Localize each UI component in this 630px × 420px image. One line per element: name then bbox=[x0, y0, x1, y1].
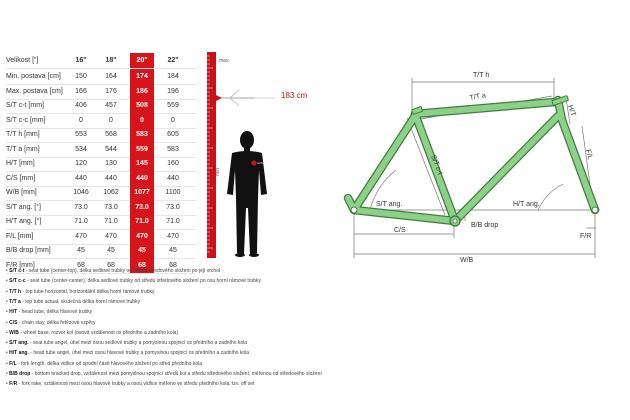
table-cell: 0 bbox=[171, 116, 175, 124]
table-cell: 45 bbox=[77, 247, 85, 254]
legend-abbr: F/L bbox=[9, 360, 17, 367]
row-label: H/T ang. [°] bbox=[6, 218, 42, 225]
frame-geometry-diagram bbox=[330, 58, 625, 263]
table-cell: 184 bbox=[167, 73, 179, 80]
table-cell: 406 bbox=[75, 102, 87, 109]
table-cell: 73.0 bbox=[74, 203, 88, 211]
legend-abbr: S/T c-t bbox=[9, 268, 25, 274]
seat-stay bbox=[354, 116, 415, 210]
size-22-header: 22" bbox=[167, 57, 179, 64]
legend-item: • C/S - chain stay, délka řetězové vzpěry bbox=[6, 319, 96, 326]
table-cell: 196 bbox=[167, 87, 179, 95]
rider-figure bbox=[195, 48, 310, 263]
legend-item: • W/B - wheel base, rozvor kol (osová vzdálenost os předního a zadního kola) bbox=[6, 329, 179, 336]
height-ruler bbox=[207, 52, 229, 258]
table-cell: 470 bbox=[105, 232, 117, 240]
ruler-max-label: max bbox=[219, 58, 229, 64]
legend-abbr: F/R bbox=[9, 381, 18, 388]
table-cell: 583 bbox=[167, 145, 179, 153]
table-cell: 71.0 bbox=[130, 214, 154, 229]
table-cell: 166 bbox=[75, 87, 87, 95]
legend-item: • T/T h - top tube horizontal, horizontální délka horní rámové trubky bbox=[6, 288, 155, 295]
size-20-header: 20" bbox=[130, 53, 154, 68]
table-cell: 568 bbox=[105, 131, 117, 138]
table-cell: 73.0 bbox=[104, 203, 118, 211]
table-cell: 120 bbox=[75, 160, 87, 167]
stct-label: S/T c-t bbox=[429, 154, 444, 176]
table-cell: 508 bbox=[130, 98, 154, 113]
table-cell: 68 bbox=[107, 261, 115, 269]
table-cell: 68 bbox=[169, 261, 177, 269]
cs-label: C/S bbox=[394, 227, 406, 234]
rider-silhouette bbox=[227, 131, 268, 257]
bbdrop-label: B/B drop bbox=[471, 222, 499, 229]
table-cell: 440 bbox=[167, 174, 179, 182]
table-cell: 45 bbox=[169, 247, 177, 254]
table-cell: 440 bbox=[130, 171, 154, 186]
row-label: F/L [mm] bbox=[6, 232, 34, 240]
table-cell: 440 bbox=[75, 174, 87, 182]
ht-label: H/T bbox=[566, 104, 577, 118]
legend-item: • H/T ang. - head tube angel, úhel mezi osou hlavové trubky a pomyslnou spojnicí os předního a zadního kola bbox=[6, 350, 250, 357]
ht-angle-label: H/T ang. bbox=[513, 201, 540, 208]
legend-item: • H/T - head tube, délka hlavové trubky bbox=[6, 309, 93, 316]
row-label: S/T c-c [mm] bbox=[6, 116, 46, 124]
legend-item: • F/R - fork rake, vzdálenost mezi osou hlavové trubky a osou vidlice měřeno ve středu předního kola, tzv. off set bbox=[6, 381, 255, 388]
legend-text: - fork length, délka vidlice od spodní části hlavového složení po střed předního kola bbox=[16, 360, 203, 367]
legend-text: - fork rake, vzdálenost mezi osou hlavové trubky a osou vidlice měřeno ve středu předního kola, tzv. off set bbox=[17, 381, 255, 388]
legend-item: • S/T c-t - seat tube (center-top), délka sedlové trubky od středu středového složení po její vrchol bbox=[6, 268, 221, 274]
legend-text: - seat tube (center-center), délka sedlové trubky od středu středového složení po osu horní rámové trubky bbox=[25, 278, 261, 285]
table-header-row bbox=[6, 53, 196, 69]
row-label: W/B [mm] bbox=[6, 189, 37, 196]
table-cell: 45 bbox=[130, 243, 154, 258]
tta-label: T/T a bbox=[469, 92, 487, 102]
table-cell: 1046 bbox=[73, 189, 89, 196]
down-tube bbox=[455, 116, 558, 221]
table-cell: 1062 bbox=[103, 189, 119, 196]
legend-text: - seat tube (center-top), délka sedlové trubky od středu středového složení po její vrchol bbox=[24, 268, 221, 274]
table-cell: 68 bbox=[130, 258, 154, 273]
table-cell: 71.0 bbox=[74, 218, 88, 225]
fl-label: F/L bbox=[584, 148, 594, 161]
wb-label: W/B bbox=[460, 257, 474, 263]
fr-label: F/R bbox=[580, 233, 592, 240]
row-label: Min. postava [cm] bbox=[6, 73, 61, 80]
rider-height-label: 183 cm bbox=[281, 91, 308, 100]
row-label: T/T a [mm] bbox=[6, 145, 40, 153]
legend-text: - head tube angel, úhel mezi osou hlavové trubky a pomyslnou spojnicí os předního a zadního kola bbox=[28, 350, 250, 357]
legend-abbr: H/T bbox=[9, 309, 18, 316]
legend-item: • B/B drop - bottom bracked drop, vzdálenost mezi pomyslnou spojnicí středů kol a středu středového složení, měřenou od středového složení bbox=[6, 371, 322, 377]
row-label: S/T c-t [mm] bbox=[6, 102, 44, 109]
table-cell: 176 bbox=[105, 87, 117, 95]
height-marker bbox=[216, 90, 308, 106]
table-cell: 45 bbox=[107, 247, 115, 254]
legend-abbr: C/S bbox=[9, 319, 18, 326]
legend-text: - top tube horizontal, horizontální délka horní rámové trubky bbox=[21, 288, 155, 295]
legend-abbr: T/T h bbox=[9, 288, 22, 295]
legend-item: • S/T c-c - seat tube (center-center), délka sedlové trubky od středu středového složení po osu horní rámové trubky bbox=[6, 278, 261, 285]
table-cell: 164 bbox=[105, 73, 117, 80]
rear-axle-icon bbox=[351, 207, 357, 213]
legend-text: - top tube actual, skutečná délka horní rámové trubky bbox=[20, 298, 141, 305]
legend-text: - chain stay, délka řetězové vzpěry bbox=[17, 319, 96, 326]
table-cell: 174 bbox=[130, 69, 154, 84]
row-label: S/T ang. [°] bbox=[6, 203, 41, 211]
legend-abbr: S/T c-c bbox=[9, 278, 26, 285]
row-label: T/T h [mm] bbox=[6, 131, 40, 138]
table-cell: 605 bbox=[167, 131, 179, 138]
table-cell: 470 bbox=[167, 232, 179, 240]
table-cell: 130 bbox=[105, 160, 117, 167]
table-cell: 150 bbox=[75, 73, 87, 80]
front-axle-icon bbox=[592, 207, 598, 213]
table-cell: 71.0 bbox=[166, 218, 180, 225]
row-label: C/S [mm] bbox=[6, 174, 36, 182]
table-cell: 0 bbox=[130, 113, 154, 128]
legend-abbr: B/B drop bbox=[9, 371, 31, 377]
table-cell: 534 bbox=[75, 145, 87, 153]
table-cell: 553 bbox=[75, 131, 87, 138]
size-16-header: 16" bbox=[75, 57, 87, 64]
table-cell: 470 bbox=[130, 229, 154, 244]
table-cell: 1077 bbox=[130, 185, 154, 200]
table-cell: 68 bbox=[77, 261, 85, 269]
table-cell: 583 bbox=[130, 127, 154, 142]
table-cell: 73.0 bbox=[166, 203, 180, 211]
row-label: B/B drop [mm] bbox=[6, 247, 51, 254]
row-label: Max. postava [cm] bbox=[6, 87, 63, 95]
row-label: H/T [mm] bbox=[6, 160, 35, 167]
table-cell: 71.0 bbox=[104, 218, 118, 225]
table-cell: 559 bbox=[167, 102, 179, 109]
legend-abbr: T/T a bbox=[9, 298, 21, 305]
legend-item: • F/L - fork length, délka vidlice od spodní části hlavového složení po střed předního kola bbox=[6, 360, 203, 367]
table-cell: 73.0 bbox=[130, 200, 154, 215]
table-cell: 544 bbox=[105, 145, 117, 153]
table-cell: 457 bbox=[105, 102, 117, 109]
row-label: F/R [mm] bbox=[6, 261, 35, 269]
legend-text: - head tube, délka hlavové trubky bbox=[17, 309, 93, 316]
legend-text: - seat tube angel, úhel mezi osou sedlové trubky a pomyslnou spojnicí os předního a zadního kola bbox=[28, 340, 248, 347]
table-cell: 559 bbox=[130, 142, 154, 157]
tth-label: T/T h bbox=[473, 72, 490, 79]
legend-item: • T/T a - top tube actual, skutečná délka horní rámové trubky bbox=[6, 298, 141, 305]
table-cell: 440 bbox=[105, 174, 117, 182]
size-header: Velikost ["] bbox=[6, 57, 39, 64]
shirt-logo: AUTHOR bbox=[257, 162, 268, 165]
legend-text: - wheel base, rozvor kol (osová vzdálenost os předního a zadního kola) bbox=[18, 329, 179, 336]
table-cell: 0 bbox=[109, 116, 113, 124]
table-cell: 470 bbox=[75, 232, 87, 240]
legend-abbr: W/B bbox=[9, 329, 19, 336]
legend-text: - bottom bracked drop, vzdálenost mezi pomyslnou spojnicí středů kol a středu středového složení, měřenou od středového složení bbox=[30, 371, 322, 377]
legend-item: • S/T ang. - seat tube angel, úhel mezi osou sedlové trubky a pomyslnou spojnicí os předního a zadního kola bbox=[6, 340, 248, 347]
legend-abbr: S/T ang. bbox=[9, 340, 29, 347]
table-cell: 145 bbox=[130, 156, 154, 171]
table-cell: 160 bbox=[167, 160, 179, 167]
table-cell: 186 bbox=[130, 84, 154, 99]
table-cell: 0 bbox=[79, 116, 83, 124]
ht-angle-arc bbox=[538, 184, 563, 210]
legend-abbr: H/T ang. bbox=[9, 350, 29, 357]
st-angle-label: S/T ang. bbox=[376, 201, 403, 208]
fork bbox=[562, 120, 595, 210]
height-arrow-icon bbox=[216, 95, 222, 101]
table-cell: 1100 bbox=[165, 189, 181, 196]
ruler-min-label: min bbox=[215, 167, 221, 176]
size-18-header: 18" bbox=[105, 57, 117, 64]
